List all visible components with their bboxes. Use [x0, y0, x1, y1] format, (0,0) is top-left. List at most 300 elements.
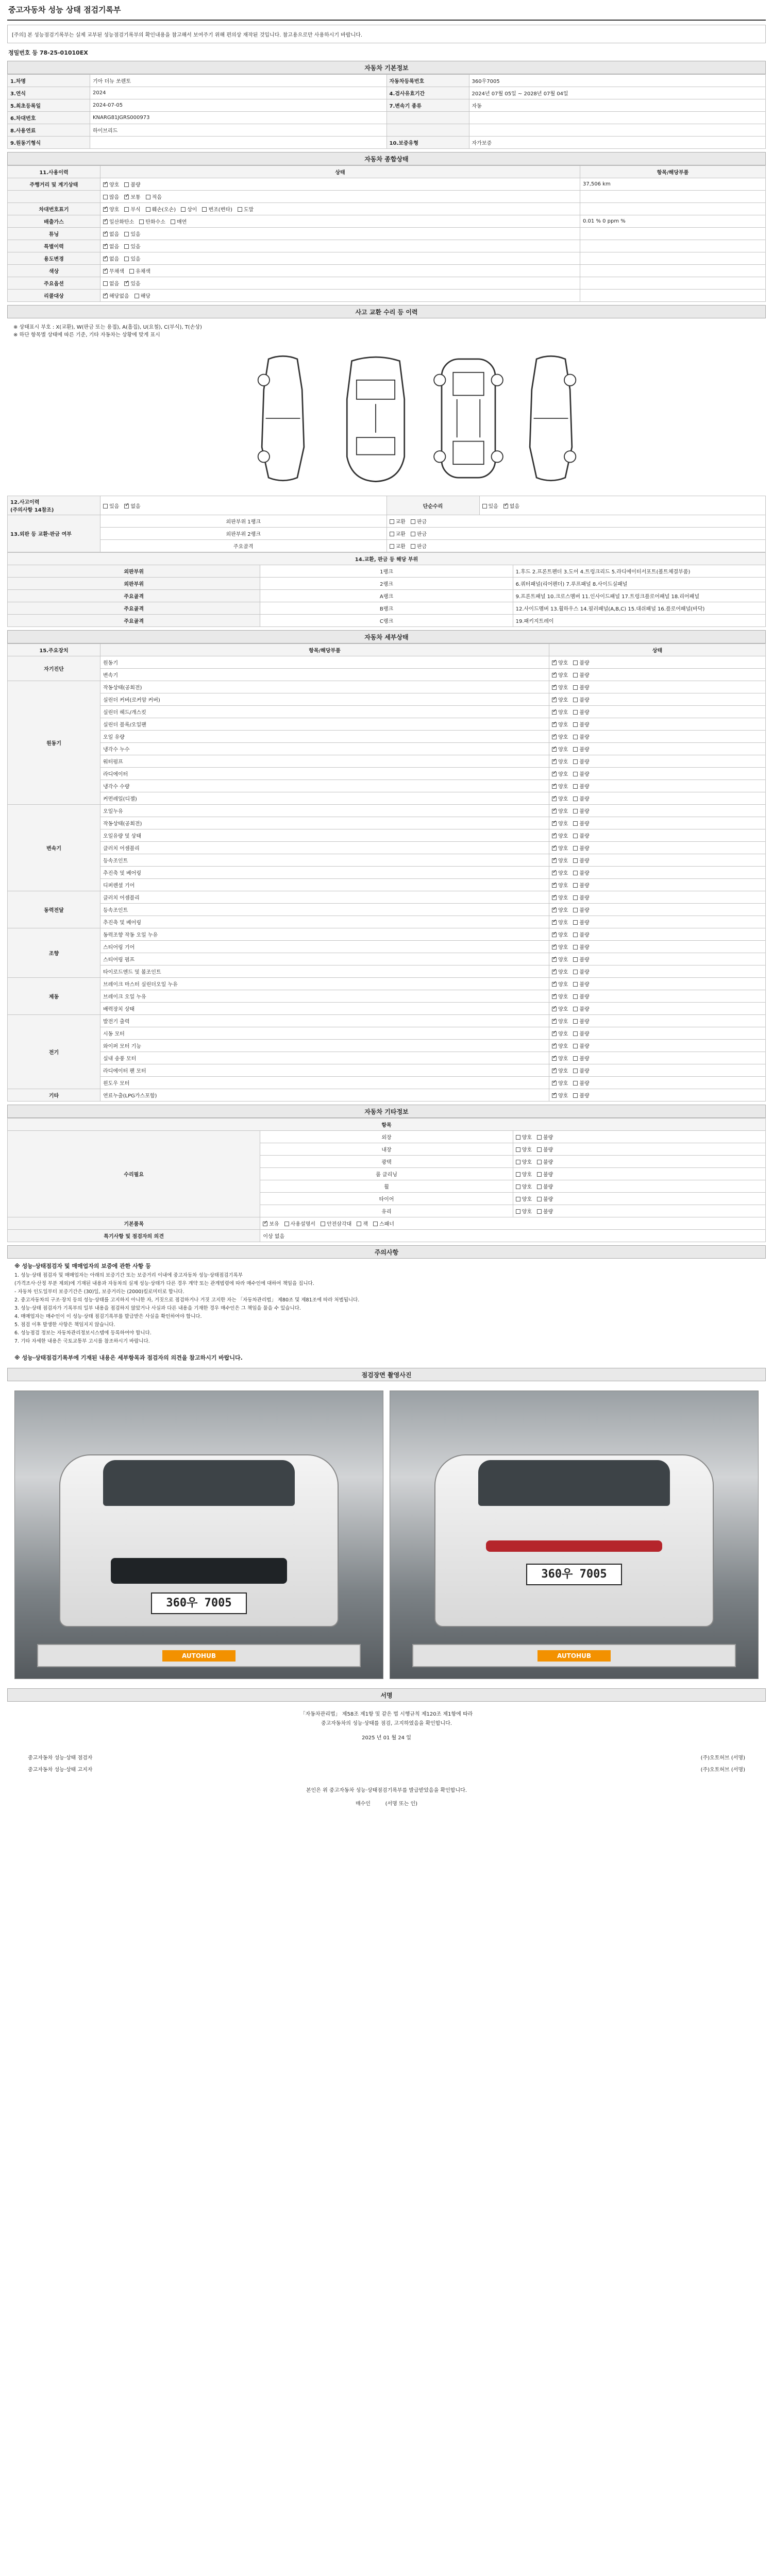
- status-extra: 0.01 % 0 ppm %: [580, 215, 766, 228]
- checkbox-icon[interactable]: [552, 858, 557, 863]
- checkbox-icon[interactable]: [537, 1160, 542, 1164]
- checkbox-icon[interactable]: [124, 232, 129, 236]
- checkbox-icon[interactable]: [573, 945, 578, 950]
- status-option[interactable]: 있음: [124, 255, 140, 262]
- status-option[interactable]: 매연: [171, 217, 187, 225]
- checkbox-icon[interactable]: [537, 1172, 542, 1177]
- basic-label: 9.원동기형식: [8, 137, 90, 149]
- detail-option[interactable]: 불량: [573, 794, 589, 802]
- detail-option[interactable]: 불량: [573, 1066, 589, 1074]
- status-option[interactable]: 상이: [181, 205, 197, 213]
- checkbox-icon[interactable]: [552, 1031, 557, 1036]
- status-option[interactable]: 없음: [103, 279, 119, 287]
- detail-option[interactable]: ✓ 양호: [552, 819, 568, 827]
- checkbox-icon[interactable]: [516, 1135, 520, 1140]
- checkbox-icon[interactable]: [124, 182, 129, 187]
- detail-option[interactable]: ✓ 양호: [552, 918, 568, 926]
- checkbox-icon[interactable]: [552, 673, 557, 677]
- checkbox-icon[interactable]: [573, 1093, 578, 1098]
- checkbox-icon[interactable]: [552, 1044, 557, 1048]
- checkbox-icon[interactable]: [129, 269, 134, 274]
- detail-option[interactable]: 불량: [573, 745, 589, 753]
- checkbox-icon[interactable]: [537, 1209, 542, 1214]
- detail-option[interactable]: 불량: [573, 733, 589, 740]
- detail-option[interactable]: 불량: [573, 819, 589, 827]
- checkbox-icon[interactable]: [537, 1135, 542, 1140]
- checkbox-icon[interactable]: [103, 207, 108, 212]
- checkbox-icon[interactable]: [103, 195, 108, 199]
- status-option[interactable]: ✓ 해당없음: [103, 292, 129, 299]
- checkbox-icon[interactable]: [552, 871, 557, 875]
- checkbox-icon[interactable]: [516, 1184, 520, 1189]
- checkbox-icon[interactable]: [552, 685, 557, 690]
- other-option[interactable]: 양호: [516, 1195, 532, 1202]
- checkbox-icon[interactable]: [573, 883, 578, 888]
- checkbox-icon[interactable]: [552, 1093, 557, 1098]
- status-option[interactable]: ✓ 있음: [124, 279, 140, 287]
- checkbox-icon[interactable]: [171, 219, 175, 224]
- checkbox-icon[interactable]: [321, 1222, 325, 1226]
- detail-option[interactable]: ✓ 양호: [552, 696, 568, 703]
- outer-options: [386, 540, 766, 552]
- checkbox-icon[interactable]: [390, 519, 394, 524]
- detail-option[interactable]: 불량: [573, 1091, 589, 1099]
- detail-option[interactable]: 불량: [573, 708, 589, 716]
- detail-status: [549, 867, 766, 879]
- detail-option[interactable]: ✓ 양호: [552, 906, 568, 913]
- other-option[interactable]: 양호: [516, 1170, 532, 1178]
- other-option[interactable]: 불량: [537, 1207, 553, 1215]
- detail-option[interactable]: 불량: [573, 930, 589, 938]
- status-option[interactable]: 유채색: [129, 267, 150, 275]
- checkbox-icon[interactable]: [238, 207, 242, 212]
- other-option[interactable]: 양호: [516, 1133, 532, 1141]
- checkbox-icon[interactable]: [573, 970, 578, 974]
- detail-option[interactable]: 불량: [573, 696, 589, 703]
- other-option[interactable]: 불량: [537, 1170, 553, 1178]
- checkbox-icon[interactable]: [516, 1160, 520, 1164]
- checkbox-icon[interactable]: [390, 544, 394, 549]
- checkbox-icon[interactable]: [573, 933, 578, 937]
- basic-item-label: 기본품목: [8, 1217, 260, 1230]
- checkbox-icon[interactable]: [573, 1044, 578, 1048]
- checkbox-icon[interactable]: [573, 809, 578, 814]
- detail-row: [8, 854, 766, 867]
- opinion-value: 이상 없음: [260, 1230, 766, 1242]
- checkbox-icon[interactable]: [411, 544, 415, 549]
- accident-row: [8, 496, 766, 515]
- checkbox-icon[interactable]: [573, 722, 578, 727]
- checkbox-icon[interactable]: [552, 895, 557, 900]
- simple-option[interactable]: ✓ 없음: [503, 502, 519, 510]
- detail-option[interactable]: 불량: [573, 1079, 589, 1087]
- checkbox-icon[interactable]: [552, 834, 557, 838]
- checkbox-icon[interactable]: [503, 504, 508, 509]
- buyer-sign: (서명 또는 인): [385, 1801, 418, 1807]
- basic-label: 6.차대번호: [8, 112, 90, 124]
- checkbox-icon[interactable]: [552, 1007, 557, 1011]
- detail-option[interactable]: ✓ 양호: [552, 943, 568, 951]
- checkbox-icon[interactable]: [573, 1069, 578, 1073]
- detail-option[interactable]: 불량: [573, 1029, 589, 1037]
- caution-list: [7, 1259, 766, 1350]
- checkbox-icon[interactable]: [516, 1147, 520, 1152]
- checkbox-icon[interactable]: [552, 698, 557, 702]
- detail-option[interactable]: 불량: [573, 658, 589, 666]
- detail-row: [8, 978, 766, 990]
- checkbox-icon[interactable]: [573, 660, 578, 665]
- detail-status: [549, 904, 766, 916]
- detail-option[interactable]: ✓ 양호: [552, 733, 568, 740]
- cert-number: [7, 43, 766, 61]
- status-option[interactable]: 많음: [103, 193, 119, 200]
- checkbox-icon[interactable]: [573, 920, 578, 925]
- detail-option[interactable]: ✓ 양호: [552, 708, 568, 716]
- checkbox-icon[interactable]: [573, 1019, 578, 1024]
- checkbox-icon[interactable]: [573, 1056, 578, 1061]
- detail-item: 동력조향 작동 오일 누유: [100, 928, 549, 941]
- detail-group: 전기: [8, 1015, 100, 1089]
- checkbox-icon[interactable]: [573, 821, 578, 826]
- checkbox-icon[interactable]: [573, 846, 578, 851]
- detail-option[interactable]: ✓ 양호: [552, 1017, 568, 1025]
- status-table: [7, 165, 766, 302]
- checkbox-icon[interactable]: [181, 207, 186, 212]
- detail-option[interactable]: 불량: [573, 856, 589, 864]
- status-option[interactable]: 변조(변타): [202, 205, 232, 213]
- basic-label2: 10.보증유형: [386, 137, 469, 149]
- checkbox-icon[interactable]: [103, 294, 108, 298]
- checkbox-icon[interactable]: [552, 772, 557, 776]
- detail-option[interactable]: 불량: [573, 1017, 589, 1025]
- detail-option[interactable]: ✓ 양호: [552, 893, 568, 901]
- detail-option[interactable]: ✓ 양호: [552, 832, 568, 839]
- detail-option[interactable]: ✓ 양호: [552, 658, 568, 666]
- parts-row: [8, 602, 766, 615]
- checkbox-icon[interactable]: [357, 1222, 361, 1226]
- checkbox-icon[interactable]: [146, 207, 150, 212]
- checkbox-icon[interactable]: [552, 982, 557, 987]
- parts-list: 6.쿼터패널(리어펜더) 7.루프패널 8.사이드실패널: [513, 578, 765, 590]
- checkbox-icon[interactable]: [552, 1056, 557, 1061]
- checkbox-icon[interactable]: [552, 821, 557, 826]
- checkbox-icon[interactable]: [573, 1007, 578, 1011]
- detail-option[interactable]: 불량: [573, 832, 589, 839]
- checkbox-icon[interactable]: [573, 735, 578, 739]
- checkbox-icon[interactable]: [573, 747, 578, 752]
- outer-option[interactable]: 교환: [390, 517, 406, 525]
- checkbox-icon[interactable]: [537, 1147, 542, 1152]
- outer-option[interactable]: 교환: [390, 530, 406, 537]
- checkbox-icon[interactable]: [552, 747, 557, 752]
- checkbox-icon[interactable]: [537, 1197, 542, 1201]
- checkbox-icon[interactable]: [411, 532, 415, 536]
- checkbox-icon[interactable]: [516, 1197, 520, 1201]
- checkbox-icon[interactable]: [573, 858, 578, 863]
- checkbox-icon[interactable]: [573, 994, 578, 999]
- parts-group: 주요골격: [8, 590, 260, 602]
- detail-option[interactable]: 불량: [573, 869, 589, 876]
- checkbox-icon[interactable]: [573, 1031, 578, 1036]
- detail-option[interactable]: ✓ 양호: [552, 671, 568, 679]
- basic-item-option[interactable]: 사용설명서: [284, 1219, 315, 1227]
- status-option[interactable]: ✓ 없음: [103, 230, 119, 238]
- status-option[interactable]: ✓ 보통: [124, 193, 140, 200]
- detail-option[interactable]: ✓ 양호: [552, 844, 568, 852]
- checkbox-icon[interactable]: [552, 957, 557, 962]
- status-option[interactable]: ✓ 양호: [103, 180, 119, 188]
- checkbox-icon[interactable]: [552, 883, 557, 888]
- checkbox-icon[interactable]: [103, 269, 108, 274]
- detail-option[interactable]: 불량: [573, 1005, 589, 1012]
- detail-status: [549, 817, 766, 829]
- checkbox-icon[interactable]: [573, 698, 578, 702]
- checkbox-icon[interactable]: [573, 871, 578, 875]
- other-option[interactable]: 양호: [516, 1207, 532, 1215]
- detail-option[interactable]: 불량: [573, 906, 589, 913]
- status-option[interactable]: ✓ 일산화탄소: [103, 217, 134, 225]
- status-option[interactable]: 있음: [124, 242, 140, 250]
- other-option[interactable]: 양호: [516, 1145, 532, 1153]
- other-option[interactable]: 불량: [537, 1182, 553, 1190]
- checkbox-icon[interactable]: [552, 722, 557, 727]
- basic-item-option[interactable]: ✓ 보유: [263, 1219, 279, 1227]
- basic-row: [8, 99, 766, 112]
- checkbox-icon[interactable]: [516, 1172, 520, 1177]
- outer-options: [386, 515, 766, 528]
- checkbox-icon[interactable]: [516, 1209, 520, 1214]
- status-option[interactable]: ✓ 무채색: [103, 267, 124, 275]
- detail-option[interactable]: 불량: [573, 671, 589, 679]
- checkbox-icon[interactable]: [552, 994, 557, 999]
- detail-option[interactable]: 불량: [573, 992, 589, 1000]
- status-header: 상태: [100, 166, 580, 178]
- checkbox-icon[interactable]: [552, 920, 557, 925]
- detail-status: [549, 891, 766, 904]
- outer-option[interactable]: 판금: [411, 542, 427, 550]
- other-option[interactable]: 불량: [537, 1133, 553, 1141]
- detail-option[interactable]: 불량: [573, 720, 589, 728]
- checkbox-icon[interactable]: [103, 219, 108, 224]
- detail-option[interactable]: ✓ 양호: [552, 869, 568, 876]
- front-plate: 360우 7005: [151, 1592, 247, 1614]
- checkbox-icon[interactable]: [482, 504, 487, 509]
- detail-option[interactable]: ✓ 양호: [552, 968, 568, 975]
- detail-status: [549, 706, 766, 718]
- detail-option[interactable]: ✓ 양호: [552, 720, 568, 728]
- checkbox-icon[interactable]: [373, 1222, 378, 1226]
- status-option[interactable]: 불량: [124, 180, 140, 188]
- status-label: 튜닝: [8, 228, 100, 240]
- checkbox-icon[interactable]: [103, 232, 108, 236]
- checkbox-icon[interactable]: [552, 784, 557, 789]
- checkbox-icon[interactable]: [103, 244, 108, 249]
- checkbox-icon[interactable]: [263, 1222, 267, 1226]
- detail-option[interactable]: ✓ 양호: [552, 980, 568, 988]
- detail-item: 라디에이터: [100, 768, 549, 780]
- status-option[interactable]: 있음: [124, 230, 140, 238]
- status-option[interactable]: ✓ 없음: [103, 242, 119, 250]
- checkbox-icon[interactable]: [573, 834, 578, 838]
- detail-option[interactable]: 불량: [573, 881, 589, 889]
- checkbox-icon[interactable]: [552, 796, 557, 801]
- detail-option[interactable]: ✓ 양호: [552, 757, 568, 765]
- status-option[interactable]: 훼손(오손): [146, 205, 176, 213]
- other-option[interactable]: 양호: [516, 1182, 532, 1190]
- status-option[interactable]: 도말: [238, 205, 254, 213]
- checkbox-icon[interactable]: [552, 1019, 557, 1024]
- checkbox-icon[interactable]: [124, 244, 129, 249]
- checkbox-icon[interactable]: [573, 710, 578, 715]
- checkbox-icon[interactable]: [390, 532, 394, 536]
- detail-option[interactable]: ✓ 양호: [552, 1005, 568, 1012]
- detail-option[interactable]: ✓ 양호: [552, 794, 568, 802]
- checkbox-icon[interactable]: [573, 895, 578, 900]
- detail-option[interactable]: ✓ 양호: [552, 807, 568, 815]
- detail-option[interactable]: ✓ 양호: [552, 930, 568, 938]
- detail-option[interactable]: 불량: [573, 1042, 589, 1049]
- other-status: [513, 1131, 765, 1143]
- checkbox-icon[interactable]: [552, 660, 557, 665]
- checkbox-icon[interactable]: [103, 182, 108, 187]
- detail-option[interactable]: ✓ 양호: [552, 1054, 568, 1062]
- detail-option[interactable]: ✓ 양호: [552, 782, 568, 790]
- checkbox-icon[interactable]: [552, 846, 557, 851]
- status-option[interactable]: ✓ 양호: [103, 205, 119, 213]
- checkbox-icon[interactable]: [103, 257, 108, 261]
- other-option[interactable]: 불량: [537, 1145, 553, 1153]
- checkbox-icon[interactable]: [573, 772, 578, 776]
- detail-option[interactable]: 불량: [573, 943, 589, 951]
- detail-option[interactable]: ✓ 양호: [552, 1029, 568, 1037]
- sign-line-1: 「자동차관리법」 제58조 제1항 및 같은 법 시행규칙 제120조 제1항에 따라: [300, 1711, 473, 1717]
- detail-option[interactable]: 불량: [573, 980, 589, 988]
- basic-item-option[interactable]: 안전삼각대: [321, 1219, 351, 1227]
- checkbox-icon[interactable]: [103, 281, 108, 286]
- checkbox-icon[interactable]: [573, 957, 578, 962]
- checkbox-icon[interactable]: [552, 945, 557, 950]
- detail-section-title: 자동차 세부상태: [7, 630, 766, 643]
- checkbox-icon[interactable]: [124, 195, 129, 199]
- sign-block: [7, 1702, 766, 1751]
- checkbox-icon[interactable]: [284, 1222, 289, 1226]
- detail-option[interactable]: 불량: [573, 782, 589, 790]
- status-option[interactable]: 탄화수소: [139, 217, 165, 225]
- detail-option[interactable]: ✓ 양호: [552, 745, 568, 753]
- detail-option[interactable]: 불량: [573, 683, 589, 691]
- checkbox-icon[interactable]: [573, 1081, 578, 1086]
- other-option[interactable]: 불량: [537, 1195, 553, 1202]
- detail-option[interactable]: ✓ 양호: [552, 1079, 568, 1087]
- parts-row: [8, 578, 766, 590]
- detail-option[interactable]: 불량: [573, 893, 589, 901]
- status-option[interactable]: ✓ 없음: [103, 255, 119, 262]
- checkbox-icon[interactable]: [573, 982, 578, 987]
- checkbox-icon[interactable]: [573, 673, 578, 677]
- detail-option[interactable]: ✓ 양호: [552, 881, 568, 889]
- outer-rank: 주요골격: [100, 540, 387, 552]
- other-section-title: 자동차 기타정보: [7, 1105, 766, 1118]
- checkbox-icon[interactable]: [573, 759, 578, 764]
- checkbox-icon[interactable]: [124, 207, 129, 212]
- simple-option[interactable]: 있음: [482, 502, 498, 510]
- detail-option[interactable]: ✓ 양호: [552, 683, 568, 691]
- checkbox-icon[interactable]: [573, 685, 578, 690]
- detail-option[interactable]: 불량: [573, 968, 589, 975]
- basic-row: [8, 75, 766, 87]
- detail-option[interactable]: 불량: [573, 757, 589, 765]
- accident-option[interactable]: ✓ 없음: [124, 502, 140, 510]
- status-option[interactable]: 적음: [146, 193, 162, 200]
- checkbox-icon[interactable]: [124, 281, 129, 286]
- other-option[interactable]: 불량: [537, 1158, 553, 1165]
- detail-option[interactable]: ✓ 양호: [552, 955, 568, 963]
- detail-option[interactable]: 불량: [573, 770, 589, 777]
- notifier-row: [7, 1763, 766, 1775]
- checkbox-icon[interactable]: [103, 504, 108, 509]
- checkbox-icon[interactable]: [552, 908, 557, 912]
- detail-option[interactable]: ✓ 양호: [552, 770, 568, 777]
- checkbox-icon[interactable]: [552, 759, 557, 764]
- checkbox-icon[interactable]: [552, 809, 557, 814]
- status-header: 항목/해당부품: [580, 166, 766, 178]
- checkbox-icon[interactable]: [202, 207, 207, 212]
- checkbox-icon[interactable]: [552, 710, 557, 715]
- checkbox-icon[interactable]: [124, 504, 129, 509]
- status-option[interactable]: 부식: [124, 205, 140, 213]
- basic-label2: 7.변속기 종류: [386, 99, 469, 112]
- detail-group: 동력전달: [8, 891, 100, 928]
- outer-option[interactable]: 판금: [411, 530, 427, 537]
- detail-option[interactable]: ✓ 양호: [552, 856, 568, 864]
- checkbox-icon[interactable]: [552, 1081, 557, 1086]
- detail-option[interactable]: 불량: [573, 955, 589, 963]
- checkbox-icon[interactable]: [139, 219, 144, 224]
- detail-option[interactable]: 불량: [573, 844, 589, 852]
- outer-option[interactable]: 교환: [390, 542, 406, 550]
- checkbox-icon[interactable]: [124, 257, 129, 261]
- checkbox-icon[interactable]: [146, 195, 150, 199]
- checkbox-icon[interactable]: [411, 519, 415, 524]
- checkbox-icon[interactable]: [537, 1184, 542, 1189]
- detail-option[interactable]: 불량: [573, 918, 589, 926]
- outer-option[interactable]: 판금: [411, 517, 427, 525]
- checkbox-icon[interactable]: [552, 735, 557, 739]
- other-option[interactable]: 양호: [516, 1158, 532, 1165]
- detail-option[interactable]: ✓ 양호: [552, 992, 568, 1000]
- detail-item: 브레이크 마스터 실린더오일 누유: [100, 978, 549, 990]
- accident-option[interactable]: 있음: [103, 502, 119, 510]
- detail-option[interactable]: 불량: [573, 1054, 589, 1062]
- basic-value: [90, 137, 387, 149]
- basic-item-option[interactable]: 잭: [357, 1219, 368, 1227]
- detail-option[interactable]: 불량: [573, 807, 589, 815]
- detail-option[interactable]: ✓ 양호: [552, 1042, 568, 1049]
- checkbox-icon[interactable]: [573, 796, 578, 801]
- parts-list: 1.후드 2.프론트펜더 3.도어 4.트렁크리드 5.라디에이터서포트(볼트체결부품): [513, 565, 765, 578]
- detail-option[interactable]: ✓ 양호: [552, 1066, 568, 1074]
- detail-option[interactable]: ✓ 양호: [552, 1091, 568, 1099]
- status-option[interactable]: 해당: [135, 292, 150, 299]
- checkbox-icon[interactable]: [552, 970, 557, 974]
- basic-item-option[interactable]: 스패너: [373, 1219, 394, 1227]
- checkbox-icon[interactable]: [573, 784, 578, 789]
- detail-status: [549, 731, 766, 743]
- checkbox-icon[interactable]: [573, 908, 578, 912]
- checkbox-icon[interactable]: [552, 1069, 557, 1073]
- checkbox-icon[interactable]: [135, 294, 139, 298]
- checkbox-icon[interactable]: [552, 933, 557, 937]
